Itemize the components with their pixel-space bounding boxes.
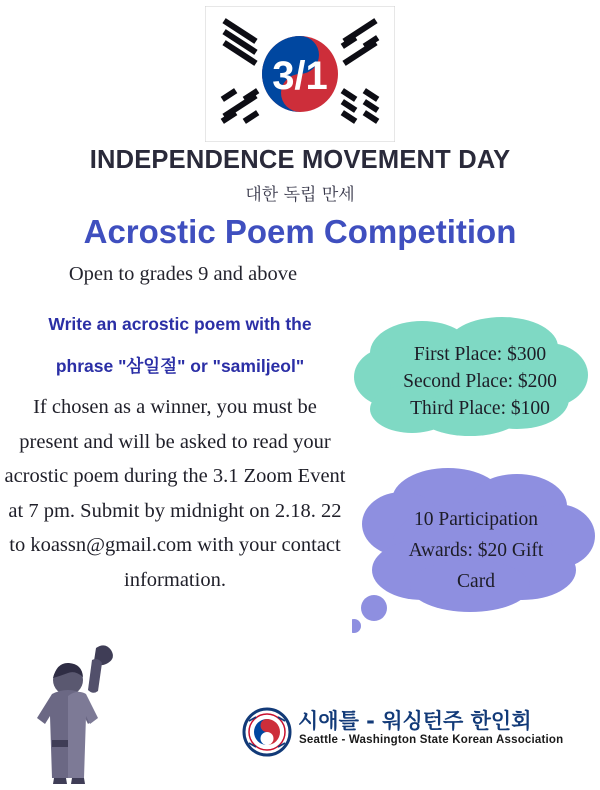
korean-subtitle: 대한 독립 만세 [245,185,355,205]
instruction-line-2-pre: phrase " [55,356,127,376]
participation-thought-bubble [352,458,600,633]
body-paragraph: If chosen as a winner, you must be present and will be asked to read your acrostic poem during the 3.1 Zoom Event at 7 pm. Submit by midnight on 2.18. 22 to koassn@gmail.com with your contact information. [4,396,346,591]
participation-line-3: Card [457,571,495,592]
prize-line-3: Third Place: $100 [410,398,550,419]
instruction-line-2-post: " or "samiljeol" [177,356,305,376]
competition-title: Acrostic Poem Competition [83,213,517,250]
association-name-english: Seattle - Washington State Korean Association [299,734,564,746]
association-logo [242,703,572,765]
participation-bubble-text [384,504,568,597]
eligibility-text: Open to grades 9 and above [68,263,298,285]
instruction-line-1: Write an acrostic poem with the [48,314,312,334]
instruction-text [6,303,354,388]
participation-line-2: Awards: $20 Gift [408,540,544,561]
prize-line-1: First Place: $300 [413,344,547,365]
prize-bubble-text [380,341,580,422]
svg-text:3/1: 3/1 [272,54,328,98]
korean-flag-taegeuk-emblem [205,6,395,142]
freedom-fighter-illustration [22,636,152,784]
prize-line-2: Second Place: $200 [403,371,557,392]
participation-line-1: 10 Participation [413,509,539,530]
association-emblem-icon [242,707,292,757]
page-title: INDEPENDENCE MOVEMENT DAY [89,146,511,174]
instruction-phrase-korean: 삼일절 [126,357,178,377]
association-name-korean: 시애틀 - 워싱턴주 한인회 [298,709,532,733]
prize-thought-bubble [352,315,592,440]
